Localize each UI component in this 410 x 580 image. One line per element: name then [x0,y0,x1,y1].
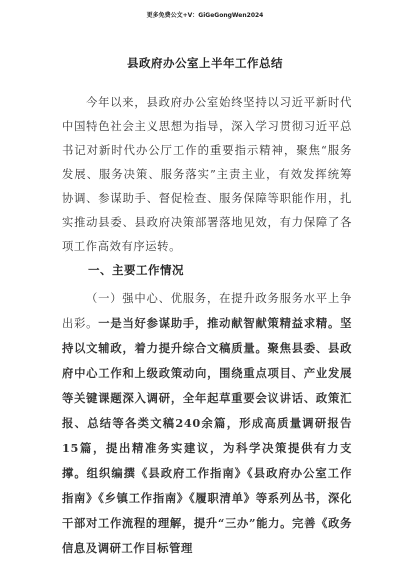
document-title: 县政府办公室上半年工作总结 [127,56,283,70]
section-heading: 一、主要工作情况 [88,263,184,277]
watermark-header: 更多免费公文+V：GiGeGongWen2024 [146,12,264,19]
intro-paragraph: 今年以来，县政府办公室始终坚持以习近平新时代中国特色社会主义思想为指导，深入学习贯彻习近平总书记对新时代办公厅工作的重要指示精神，聚焦“服务发展、服务决策、服务落实”主责主业，有效发挥统筹协调、参谋助手、督促检查、服务保障等职能作用，扎实推动县委、县政府决策部署落地见效，有力保障了各项工作高效有序运转。 [62,96,352,253]
section-body: 一是当好参谋助手，推动献智献策精益求精。坚持以文辅政，着力提升综合文稿质量。聚焦县委、县政府中心工作和上级政策动向，围绕重点项目、产业发展等关键课题深入调研，全年起草重要会议讲话、政策汇报、总结等各类文稿240余篇，形成高质量调研报告15篇，提出精准务实建议，为科学决策提供有力支撑。组织编撰《县政府工作指南》《县政府办公室工作指南》《乡镇工作指南》《履职清单》等系列丛书，深化干部对工作流程的理解，提升“三办”能力。完善《政务信息及调研工作目标管理 [62,316,352,555]
section-paragraph [62,287,352,561]
subsection-title: （一）强中心、优服务，在提升政务服务水平上争出彩。 [62,292,352,330]
